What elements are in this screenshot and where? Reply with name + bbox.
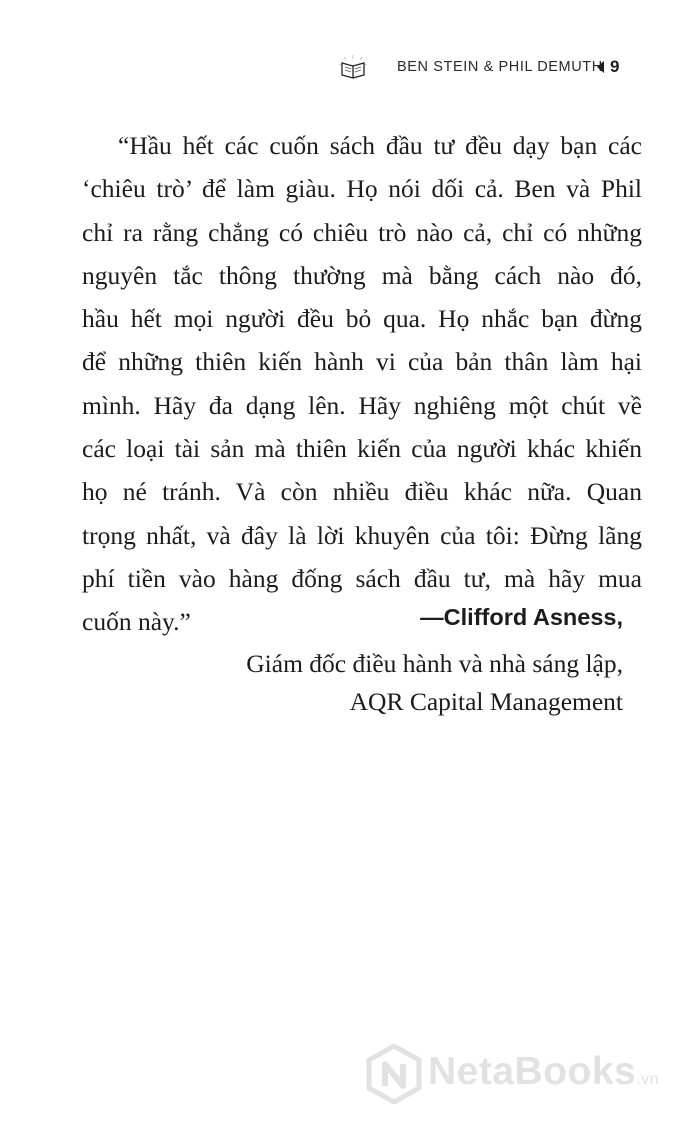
left-triangle-icon: [597, 61, 604, 73]
watermark-suffix: .vn: [636, 1071, 660, 1088]
quote-line: các loại tài sản mà thiên kiến của người khác khiến: [82, 434, 642, 464]
quote-line: họ né tránh. Và còn nhiều điều khác nữa. Quan: [82, 477, 642, 507]
quote-line: chỉ ra rằng chẳng có chiêu trò nào cả, chỉ có những: [82, 217, 642, 247]
watermark-brand: NetaBooks.vn: [428, 1050, 660, 1093]
attribution-role: Giám đốc điều hành và nhà sáng lập,: [246, 649, 623, 678]
quote-line: ‘chiêu trò’ để làm giàu. Họ nói dối cả. Ben và Phil: [82, 174, 642, 204]
quote-line: “Hầu hết các cuốn sách đầu tư đều dạy bạn các: [118, 131, 642, 160]
attribution-organization: AQR Capital Management: [349, 687, 623, 716]
open-book-icon: [338, 54, 368, 80]
quote-line: hầu hết mọi người đều bỏ qua. Họ nhắc bạn đừng: [82, 304, 642, 334]
quote-line: phí tiền vào hàng đống sách đầu tư, mà hãy mua: [82, 563, 642, 593]
netabooks-logo-icon: [366, 1044, 422, 1104]
quote-line: cuốn này.”: [82, 607, 191, 637]
header-authors: BEN STEIN & PHIL DEMUTH: [397, 59, 603, 75]
page-number: 9: [610, 57, 620, 76]
quote-line: trọng nhất, và đây là lời khuyên của tôi: Đừng lãng: [82, 520, 642, 550]
attribution-name: —Clifford Asness,: [420, 604, 623, 630]
watermark: [366, 1040, 696, 1110]
running-header: [0, 54, 700, 84]
quote-line: để những thiên kiến hành vi của bản thân làm hại: [82, 347, 642, 377]
quote-line: mình. Hãy đa dạng lên. Hãy nghiêng một chút về: [82, 390, 642, 420]
endorsement-quote: [82, 124, 642, 644]
quote-line: nguyên tắc thông thường mà bằng cách nào đó,: [82, 260, 642, 290]
